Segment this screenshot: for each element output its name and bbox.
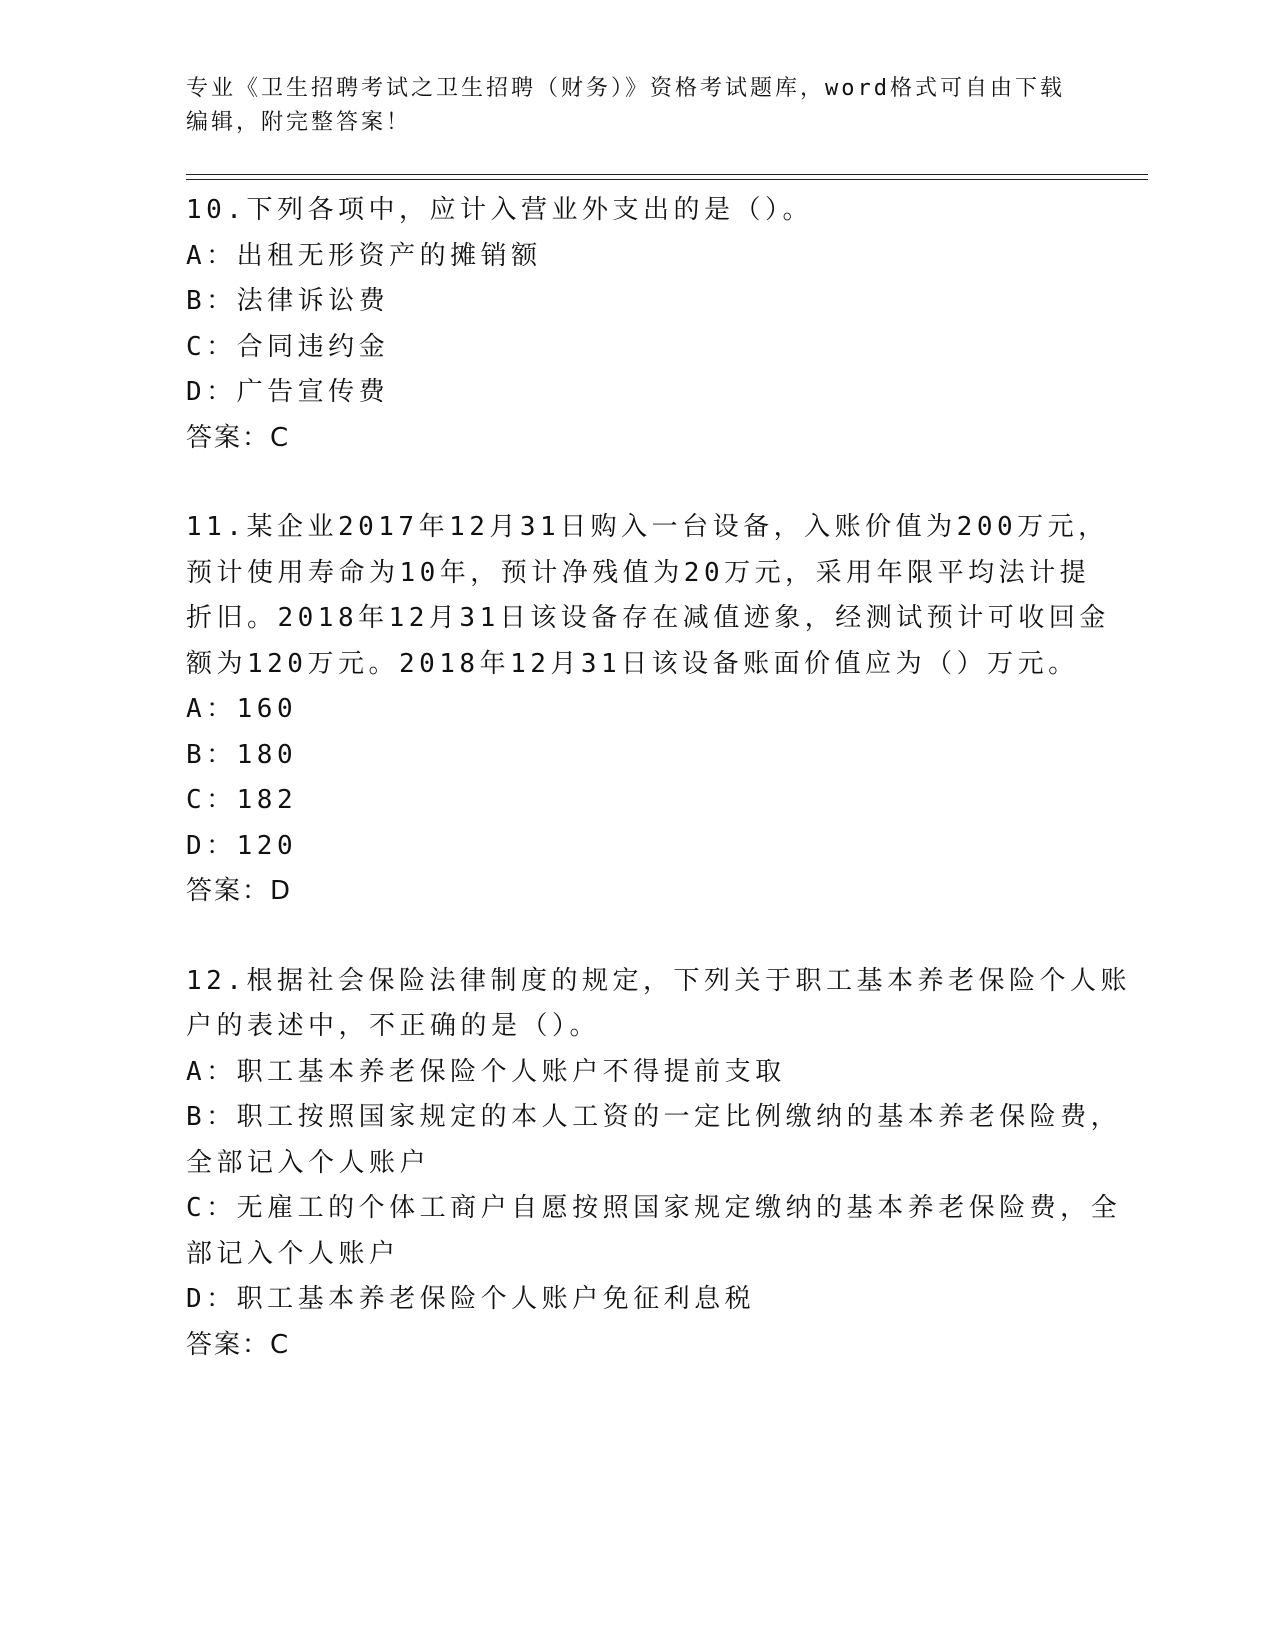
option-b: B：法律诉讼费 [186, 286, 390, 316]
question-stem: 户的表述中，不正确的是（）。 [186, 1011, 601, 1041]
option-d: D：广告宣传费 [186, 377, 390, 407]
option-c: C：无雇工的个体工商户自愿按照国家规定缴纳的基本养老保险费，全 [186, 1193, 1122, 1223]
question-stem: 预计使用寿命为10年，预计净残值为20万元，采用年限平均法计提 [186, 557, 1091, 588]
option-b: B：职工按照国家规定的本人工资的一定比例缴纳的基本养老保险费， [186, 1102, 1122, 1132]
header-line: 编辑，附完整答案！ [186, 110, 412, 135]
question-stem: 折旧。2018年12月31日该设备存在减值迹象，经测试预计可收回金 [186, 603, 1110, 633]
question-12 [186, 959, 1131, 1369]
option-c-continued: 部记入个人账户 [186, 1238, 400, 1269]
answer-line: 答案：C [186, 422, 291, 453]
option-a: A：160 [186, 694, 298, 724]
option-d: D：职工基本养老保险个人账户免征利息税 [186, 1284, 756, 1314]
header-divider [186, 174, 1148, 180]
answer-line: 答案：D [186, 876, 293, 906]
question-10 [186, 188, 1086, 461]
option-d: D：120 [186, 830, 298, 861]
question-11 [186, 505, 1110, 915]
option-b: B：180 [186, 739, 298, 770]
question-stem: 11.某企业2017年12月31日购入一台设备，入账价值为200万元， [186, 512, 1109, 542]
option-b-continued: 全部记入个人账户 [186, 1147, 431, 1178]
header-line: 专业《卫生招聘考试之卫生招聘（财务）》资格考试题库，word格式可自由下载 [186, 76, 1065, 101]
answer-line: 答案：C [186, 1329, 291, 1360]
option-a: A：职工基本养老保险个人账户不得提前支取 [186, 1056, 786, 1087]
option-a: A：出租无形资产的摊销额 [186, 240, 542, 271]
option-c: C：182 [186, 785, 298, 815]
question-stem: 12.根据社会保险法律制度的规定，下列关于职工基本养老保险个人账 [186, 965, 1131, 996]
question-list [186, 188, 1131, 1412]
option-c: C：合同违约金 [186, 331, 390, 362]
document-header [186, 72, 1066, 140]
question-stem: 10.下列各项中，应计入营业外支出的是（）。 [186, 195, 813, 225]
question-stem: 额为120万元。2018年12月31日该设备账面价值应为（）万元。 [186, 648, 1079, 679]
